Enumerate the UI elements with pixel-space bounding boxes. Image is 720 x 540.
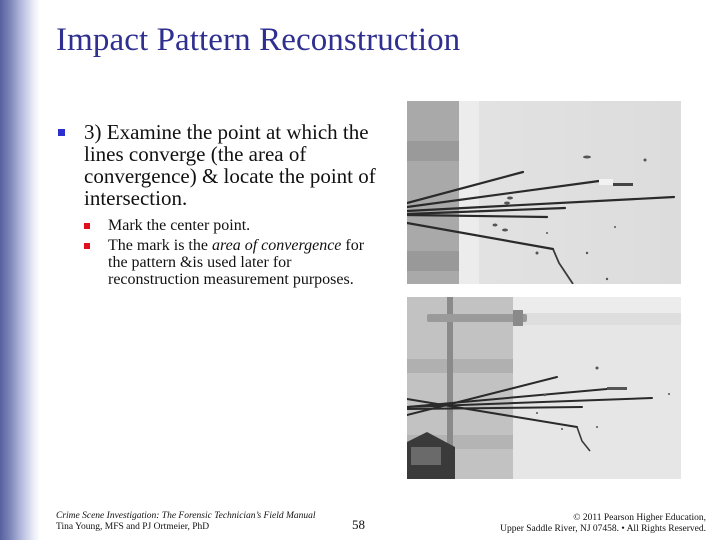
- photo-ring-stand-convergence: [407, 297, 681, 479]
- square-bullet-icon: [58, 129, 65, 136]
- bullet-main-point: [58, 121, 376, 209]
- slide-content: [58, 121, 376, 291]
- footer-authors: Tina Young, MFS and PJ Ortmeier, PhD: [56, 522, 210, 532]
- square-bullet-icon: [84, 223, 90, 229]
- sub-bullet-item: [84, 237, 376, 288]
- footer-copyright: [500, 513, 706, 535]
- footer-citation: [56, 511, 316, 533]
- footer-book-title: Crime Scene Investigation: The Forensic Technician’s Field Manual: [56, 511, 316, 521]
- sub-bullet-item: [84, 217, 376, 234]
- main-point-text: 3) Examine the point at which the lines converge (the area of convergence) & locate the point of intersection.: [84, 120, 376, 210]
- photo-string-convergence: [407, 101, 681, 284]
- copyright-line-1: © 2011 Pearson Higher Education,: [573, 513, 706, 523]
- page-number: 58: [352, 517, 365, 532]
- sub-bullet-list: [58, 217, 376, 288]
- sub-point-prefix: The mark is the: [108, 237, 212, 254]
- sub-point-emphasis: area of convergence: [211, 237, 342, 254]
- sub-point-text: Mark the center point.: [108, 217, 251, 234]
- slide-title: Impact Pattern Reconstruction: [56, 22, 461, 58]
- copyright-line-2: Upper Saddle River, NJ 07458. • All Rights Reserved.: [500, 524, 706, 534]
- decorative-side-bar: [0, 0, 40, 540]
- sub-point-suffix: for the pattern &is used later for reconstruction measurement purposes.: [108, 237, 365, 288]
- square-bullet-icon: [84, 243, 90, 249]
